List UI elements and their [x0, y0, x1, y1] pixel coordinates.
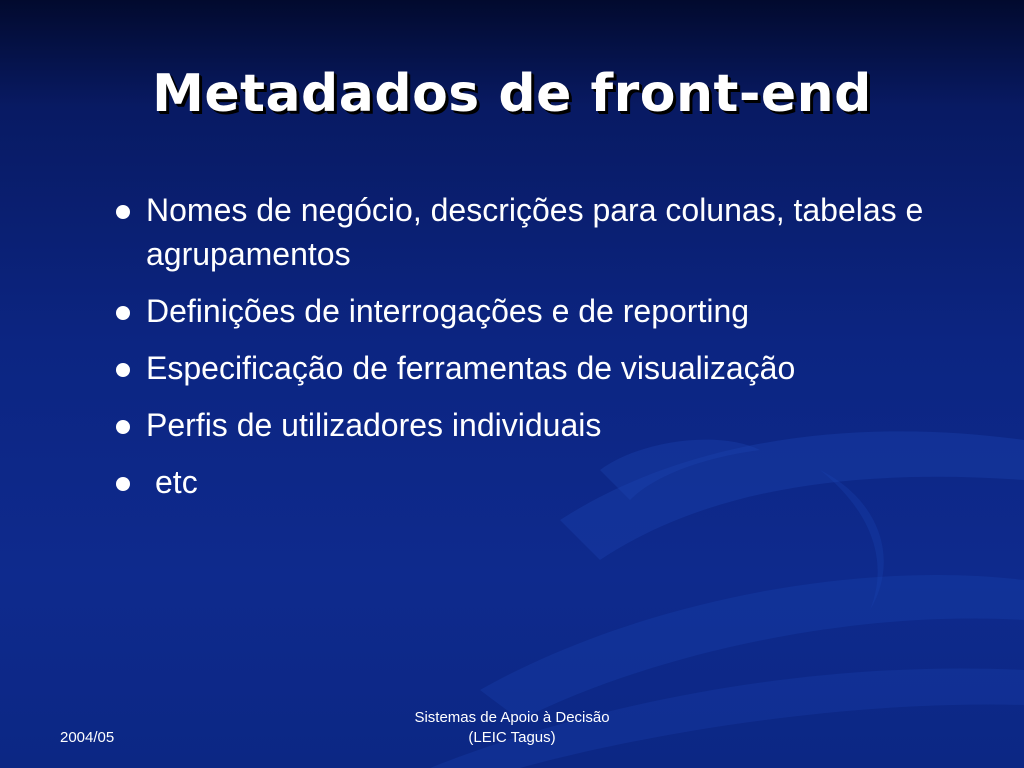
bullet-dot-icon [116, 205, 130, 219]
bullet-dot-icon [116, 363, 130, 377]
slide-title: Metadados de front-end [152, 64, 872, 124]
bullet-text: Perfis de utilizadores individuais [146, 407, 602, 443]
list-item [112, 403, 992, 447]
footer-date: 2004/05 [60, 729, 115, 746]
bullet-dot-icon [116, 477, 130, 491]
bullet-dot-icon [116, 306, 130, 320]
bullet-text: etc [155, 464, 198, 500]
bullet-text: Definições de interrogações e de reporting [146, 293, 750, 329]
footer-course-subtitle: (LEIC Tagus) [468, 729, 556, 746]
bullet-text: Nomes de negócio, descrições para colunas, tabelas e agrupamentos [146, 192, 924, 272]
footer-course-name: Sistemas de Apoio à Decisão [414, 709, 610, 726]
bullet-text: Especificação de ferramentas de visualização [146, 350, 796, 386]
list-item [112, 460, 992, 504]
list-item [112, 346, 992, 390]
bullet-dot-icon [116, 420, 130, 434]
footer-course [362, 708, 662, 748]
bullet-list [112, 188, 992, 517]
list-item [112, 289, 992, 333]
list-item [112, 188, 992, 276]
